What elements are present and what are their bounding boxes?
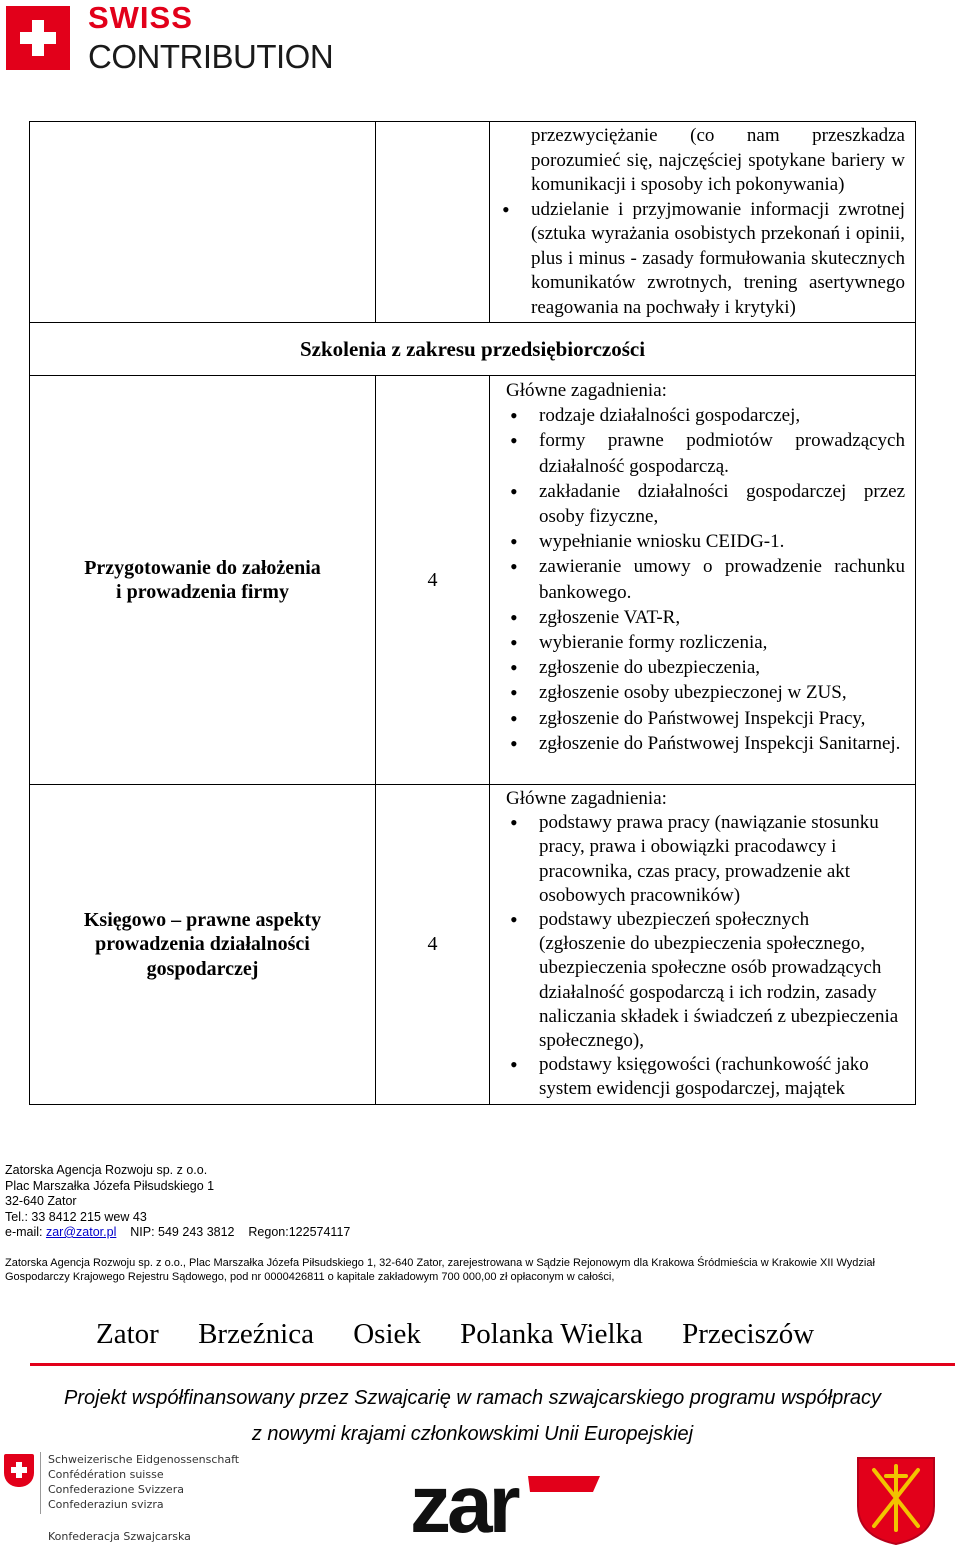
- training-name: [30, 785, 376, 1105]
- project-funding-note: [0, 1380, 945, 1452]
- swiss-contribution-logo: [6, 0, 336, 76]
- company-street: Plac Marszałka Józefa Piłsudskiego 1: [5, 1178, 215, 1193]
- towns-bar: [96, 1318, 846, 1351]
- list-item: • wypełnianie wniosku CEIDG-1.: [506, 529, 905, 554]
- list-item: • podstawy prawa pracy (nawiązanie stosunku pracy, prawa i obowiązki pracodawcy i pracownika, czas pracy, prowadzenie akt osobowych pracowników): [506, 811, 899, 908]
- company-city: 32-640 Zator: [5, 1194, 77, 1208]
- nip-number: NIP: 549 243 3812: [130, 1225, 235, 1239]
- legal-notice: [5, 1256, 955, 1284]
- company-address: [5, 1163, 350, 1241]
- confederation-name: Schweizerische Eidgenossenschaft: [48, 1453, 240, 1466]
- company-name: Zatorska Agencja Rozwoju sp. z o.o.: [5, 1163, 208, 1177]
- zar-logo-accent: [528, 1476, 600, 1492]
- zar-logo: [410, 1468, 610, 1538]
- intro-cell: [490, 122, 916, 323]
- training-topics: [490, 376, 916, 785]
- list-item: • podstawy ubezpieczeń społecznych (zgłoszenie do ubezpieczenia społecznego, ubezpieczenia społeczne osób prowadzących działalność gospodarczą i ich rodzin, zasady naliczania składek i świadczeń z ubezpieczenia społecznego),: [506, 908, 899, 1053]
- list-item: • formy prawne podmiotów prowadzących działalność gospodarczą.: [506, 428, 905, 478]
- table-row: [30, 122, 916, 323]
- list-item: • wybieranie formy rozliczenia,: [506, 630, 905, 655]
- list-item: • rodzaje działalności gospodarczej,: [506, 403, 905, 428]
- empty-cell: [30, 122, 376, 323]
- regon-number: Regon:122574117: [248, 1225, 351, 1239]
- confederation-name: Confederazione Svizzera: [48, 1483, 184, 1496]
- table-row: [30, 376, 916, 785]
- list-item: • udzielanie i przyjmowanie informacji zwrotnej (sztuka wyrażania osobistych przekonań i opinii, plus i minus - zasady formułowania skutecznych komunikatów zwrotnych, trening asertywnego reagowania na pochwały i krytyki): [498, 198, 905, 321]
- legal-line: Zatorska Agencja Rozwoju sp. z o.o., Plac Marszałka Józefa Piłsudskiego 1, 32-640 Zator, zarejestrowana w Sądzie Rejonowym dla Krakowa Śródmieścia w Krakowie XII Wydział: [5, 1257, 875, 1269]
- town-name: Brzeźnica: [198, 1318, 314, 1350]
- swiss-confederation-logo: [4, 1452, 254, 1547]
- empty-cell: [376, 122, 490, 323]
- training-name-line: prowadzenia działalności: [95, 933, 310, 956]
- divider: [40, 1452, 41, 1514]
- divider: [30, 1363, 955, 1366]
- town-name: Przeciszów: [682, 1318, 815, 1350]
- legal-line: Gospodarczy Krajowego Rejestru Sądowego, pod nr 0000426811 o kapitale zakładowym 700 000,00 zł opłaconym w całości,: [5, 1271, 615, 1283]
- section-row: [30, 323, 916, 376]
- confederation-name: Confédération suisse: [48, 1468, 164, 1481]
- town-name: Osiek: [353, 1318, 421, 1350]
- training-hours: 4: [376, 376, 490, 785]
- training-name-line: Przygotowanie do założenia: [84, 556, 321, 579]
- logo-contribution-text: CONTRIBUTION: [88, 38, 334, 75]
- training-name-line: i prowadzenia firmy: [116, 581, 289, 603]
- training-table: [29, 121, 916, 1105]
- confederation-name: Confederaziun svizra: [48, 1498, 164, 1511]
- table-row: [30, 785, 916, 1105]
- zar-logo-text: zar: [410, 1468, 517, 1538]
- town-name: Zator: [96, 1318, 159, 1350]
- training-hours: 4: [376, 785, 490, 1105]
- swiss-shield-icon: [4, 1454, 34, 1487]
- intro-text: przezwyciężanie (co nam przeszkadza porozumieć się, najczęściej spotykane bariery w komunikacji i sposoby ich pokonywania): [531, 125, 905, 195]
- confederation-polish-name: Konfederacja Szwajcarska: [48, 1530, 191, 1543]
- section-title: Szkolenia z zakresu przedsiębiorczości: [30, 323, 916, 376]
- swiss-cross-icon: [6, 6, 70, 70]
- company-phone: Tel.: 33 8412 215 wew 43: [5, 1209, 147, 1224]
- list-item: • zgłoszenie VAT-R,: [506, 605, 905, 630]
- training-topics: [490, 785, 916, 1105]
- topics-heading: Główne zagadnienia:: [506, 788, 667, 809]
- list-item: • zgłoszenie osoby ubezpieczonej w ZUS,: [506, 680, 905, 705]
- email-link[interactable]: zar@zator.pl: [45, 1225, 117, 1239]
- town-name: Polanka Wielka: [460, 1318, 643, 1350]
- confederation-names: [48, 1452, 239, 1512]
- list-item: • zakładanie działalności gospodarczej przez osoby fizyczne,: [506, 479, 905, 529]
- coat-of-arms-icon: [856, 1454, 936, 1546]
- list-item: • zgłoszenie do Państwowej Inspekcji Sanitarnej.: [506, 731, 905, 756]
- training-name-line: gospodarczej: [146, 957, 259, 980]
- list-item: • zgłoszenie do Państwowej Inspekcji Pracy,: [506, 706, 905, 731]
- training-name: [30, 376, 376, 785]
- list-item: • zawieranie umowy o prowadzenie rachunku bankowego.: [506, 554, 905, 604]
- list-item: • zgłoszenie do ubezpieczenia,: [506, 655, 905, 680]
- project-line: Projekt współfinansowany przez Szwajcarię w ramach szwajcarskiego programu współpracy: [64, 1387, 881, 1409]
- training-name-line: Księgowo – prawne aspekty: [83, 908, 322, 931]
- company-contact-line: [5, 1225, 350, 1241]
- project-line: z nowymi krajami członkowskimi Unii Europejskiej: [251, 1423, 694, 1445]
- list-item: • podstawy księgowości (rachunkowość jako system ewidencji gospodarczej, majątek: [506, 1053, 899, 1101]
- topics-heading: Główne zagadnienia:: [506, 380, 667, 401]
- email-label: e-mail:: [5, 1225, 46, 1239]
- logo-swiss-text: SWISS: [88, 0, 193, 35]
